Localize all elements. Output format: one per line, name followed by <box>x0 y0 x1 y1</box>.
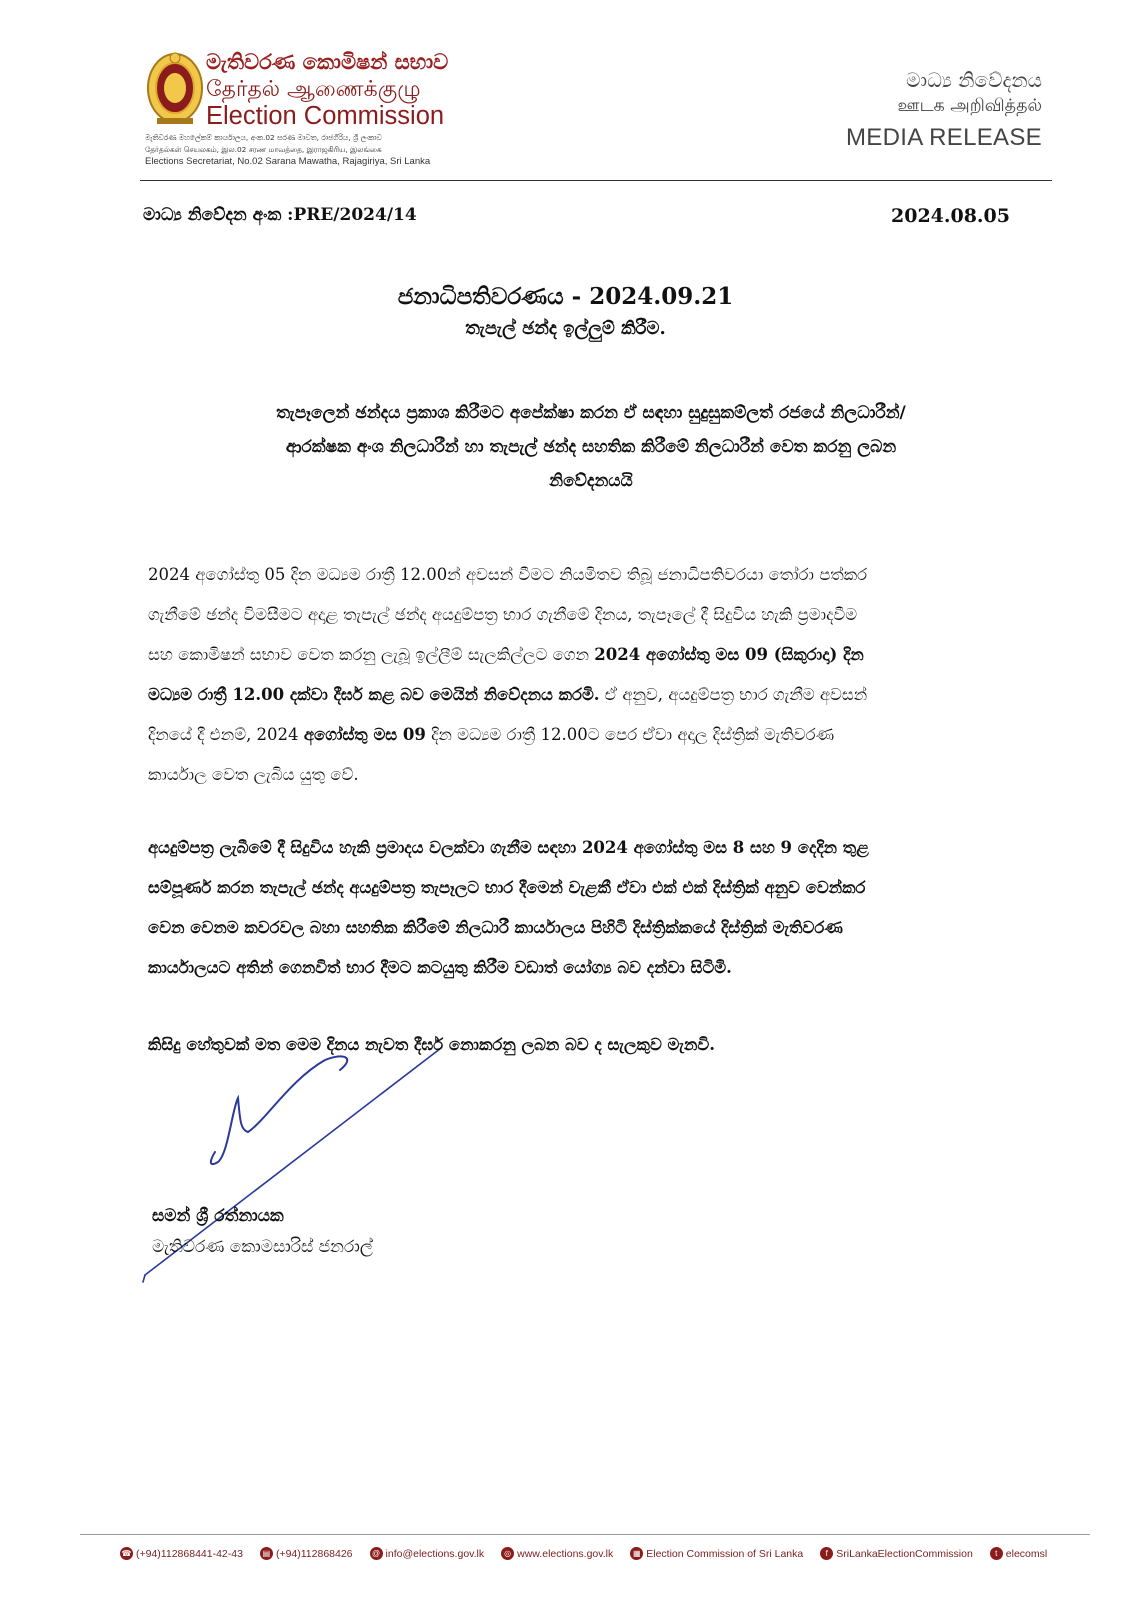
document-title: ජනාධිපතිවරණය - 2024.09.21 <box>397 283 734 310</box>
facebook-handle: SriLankaElectionCommission <box>836 1547 973 1560</box>
globe-icon: ◎ <box>501 1547 514 1560</box>
paragraph-2-line-1: අයදුම්පත්‍ර ලැබීමේ දී සිදුවිය හැකි ප්‍රමාදය වලක්වා ගැනීම සඳහා 2024 අගෝස්තු මස 8 සහ 9 දෙදින තුළ <box>148 838 869 857</box>
paragraph-1-line-4: මධ්‍යම රාත්‍රී 12.00 දක්වා දීර්ඝ කළ බව මෙයින් නිවේදනය කරමි. ඒ අනුව, අයදුම්පත්‍ර භාර ගැනීම අවසන් <box>148 685 868 704</box>
org-name-sinhala: මැතිවරණ කොමිෂන් සභාව <box>206 50 449 74</box>
twitter-icon: t <box>990 1547 1003 1560</box>
footer-website[interactable] <box>501 1547 613 1560</box>
org-name-tamil: தேர்தல் ஆணைக்குழு <box>206 77 421 102</box>
footer-email[interactable] <box>370 1547 485 1560</box>
header-divider <box>140 180 1052 181</box>
paragraph-1-line-5: දිනයේ දී එනම්, 2024 අගෝස්තු මස 09 දින මධ්‍යම රාත්‍රී 12.00ට පෙර ඒවා අදාල දිස්ත්‍රික් මැතිවරණ <box>148 725 835 744</box>
signatory-title: මැතිවරණ කොමසාරිස් ජනරාල් <box>152 1237 373 1257</box>
media-release-english: MEDIA RELEASE <box>846 124 1042 151</box>
release-date: 2024.08.05 <box>891 205 1010 227</box>
address-english: Elections Secretariat, No.02 Sarana Mawatha, Rajagiriya, Sri Lanka <box>145 156 431 167</box>
website-url: www.elections.gov.lk <box>517 1547 614 1560</box>
facebook-icon: f <box>820 1547 833 1560</box>
notice-heading-line-2: ආරක්ෂක අංශ නිලධාරීන් හා තැපැල් ඡන්ද සහතික කිරීමේ නිලධාරීන් වෙත කරනු ලබන <box>285 437 897 457</box>
twitter-handle: elecomsl <box>1005 1547 1048 1560</box>
paragraph-1-line-3: සහ කොමිෂන් සභාව වෙත කරනු ලැබූ ඉල්ලීම් සැලකිල්ලට ගෙන 2024 අගෝස්තු මස 09 (සිකුරාදා) දින <box>148 645 864 664</box>
phone-icon: ☎ <box>121 1549 132 1558</box>
footer-twitter[interactable] <box>990 1547 1047 1560</box>
footer-fax[interactable] <box>260 1547 353 1560</box>
phone-number: (+94)112868441-42-43 <box>136 1547 243 1560</box>
building-icon: ▦ <box>630 1547 643 1560</box>
media-release-sinhala: මාධ්‍ය නිවේදනය <box>906 68 1042 92</box>
address-sinhala: මැතිවරණ මහලේකම් කාර්යාලය, අංක.02 සරණ මාවත, රාජගිරිය, ශ්‍රී ලංකාව <box>145 133 382 142</box>
email-address: info@elections.gov.lk <box>385 1547 485 1560</box>
emblem-logo <box>145 50 205 132</box>
paragraph-2-line-4: කාර්යාලයට අතින් ගෙනවිත් භාර දීමට කටයුතු කිරීම වඩාත් යෝග්‍ය බව දන්වා සිටිමි. <box>148 958 732 977</box>
paragraph-1-line-2: ගැනීමේ ඡන්ද විමසීමට අදාළ තැපැල් ඡන්ද අයදුම්පත්‍ර භාර ගැනීමේ දිනය, තැපෑලේ දී සිදුවිය හැකි ප්‍රමාදවීම <box>148 605 858 624</box>
footer-phone[interactable] <box>120 1547 243 1560</box>
paragraph-1-line-6: කාර්යාල වෙත ලැබිය යුතු වේ. <box>148 765 359 784</box>
paragraph-2-line-2: සම්පූර්ණ කරන තැපැල් ඡන්ද අයදුම්පත්‍ර තැපෑලට භාර දීමෙන් වැළකී ඒවා එක් එක් දිස්ත්‍රික් අනුව වෙන්කර <box>148 878 866 897</box>
notice-heading-line-1: තැපෑලෙන් ඡන්දය ප්‍රකාශ කිරීමට අපේක්ෂා කරන ඒ සඳහා සුදුසුකම්ලත් රජයේ නිලධාරීන්/ <box>276 403 906 423</box>
institution-name: Election Commission of Sri Lanka <box>646 1547 804 1560</box>
fax-icon: ▤ <box>260 1547 273 1560</box>
org-name-english: Election Commission <box>206 102 445 130</box>
release-reference: මාධ්‍ය නිවේදන අංක :PRE/2024/14 <box>143 205 417 225</box>
paragraph-3-line-1: කිසිදු හේතුවක් මත මෙම දිනය නැවත දීර්ඝ නොකරනු ලබන බව ද සැලකුව මැනවි. <box>148 1035 716 1054</box>
notice-heading-line-3: නිවේදනයයි <box>549 471 633 491</box>
paragraph-2-line-3: වෙන වෙනම කවරවල බහා සහතික කිරීමේ නිලධාරී කාර්යාලය පිහිටි දිස්ත්‍රික්කයේ දිස්ත්‍රික් මැතිවරණ <box>148 918 843 937</box>
paragraph-1-line-1: 2024 අගෝස්තු 05 දින මධ්‍යම රාත්‍රී 12.00න් අවසන් වීමට නියමිතව තිබූ ජනාධිපතිවරයා තෝරා පත්කර <box>148 565 868 584</box>
address-tamil: தேர்தல்கள் செயலகம், இல.02 சரண மாவத்தை, இராஜகிரிய, இலங்கை <box>145 145 382 154</box>
email-icon: @ <box>370 1547 383 1560</box>
media-release-tamil: ஊடக அறிவித்தல் <box>897 96 1042 116</box>
signatory-name: සමන් ශ්‍රී රත්නායක <box>152 1206 284 1226</box>
footer-facebook[interactable] <box>820 1547 973 1560</box>
footer-divider <box>80 1534 1090 1535</box>
footer-institution[interactable] <box>630 1547 803 1560</box>
document-subtitle: තැපැල් ඡන්ද ඉල්ලුම් කිරීම. <box>465 318 666 339</box>
footer-contacts <box>120 1547 1060 1560</box>
fax-number: (+94)112868426 <box>275 1547 353 1560</box>
